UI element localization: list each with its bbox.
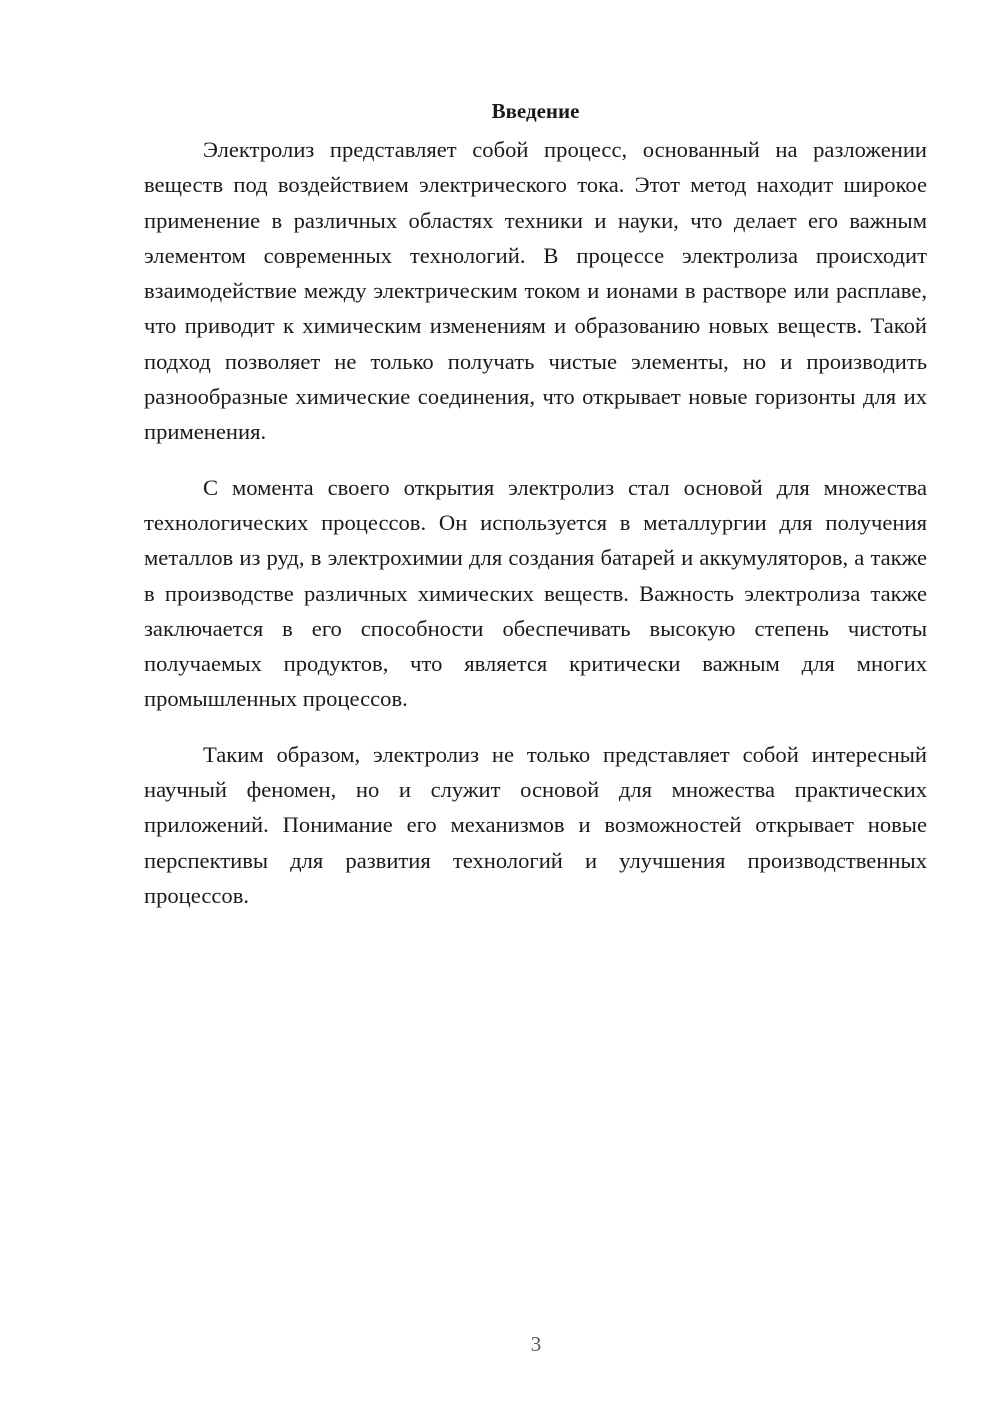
page-number: 3 bbox=[530, 1332, 542, 1356]
section-heading: Введение bbox=[491, 99, 580, 123]
paragraph-3: Таким образом, электролиз не только представляет собой интересный научный феномен, но и служит основой для множества практических приложений. Понимание его механизмов и возможностей открывает новые перспективы для развития технологий и улучшения производственных процессов. bbox=[144, 741, 927, 908]
paragraph-2: С момента своего открытия электролиз стал основой для множества технологических процессов. Он используется в металлургии для получения металлов из руд, в электрохимии для создания батарей и аккумуляторов, а также в производстве различных химических веществ. Важность электролиза также заключается в его способности обеспечивать высокую степень чистоты получаемых продуктов, что является критически важным для многих промышленных процессов. bbox=[144, 474, 927, 712]
paragraph-1: Электролиз представляет собой процесс, основанный на разложении веществ под воздействием электрического тока. Этот метод находит широкое применение в различных областях техники и науки, что делает его важным элементом современных технологий. В процессе электролиза происходит взаимодействие между электрическим током и ионами в растворе или расплаве, что приводит к химическим изменениям и образованию новых веществ. Такой подход позволяет не только получать чистые элементы, но и производить разнообразные химические соединения, что открывает новые горизонты для их применения. bbox=[144, 137, 927, 445]
page-content bbox=[144, 96, 927, 933]
